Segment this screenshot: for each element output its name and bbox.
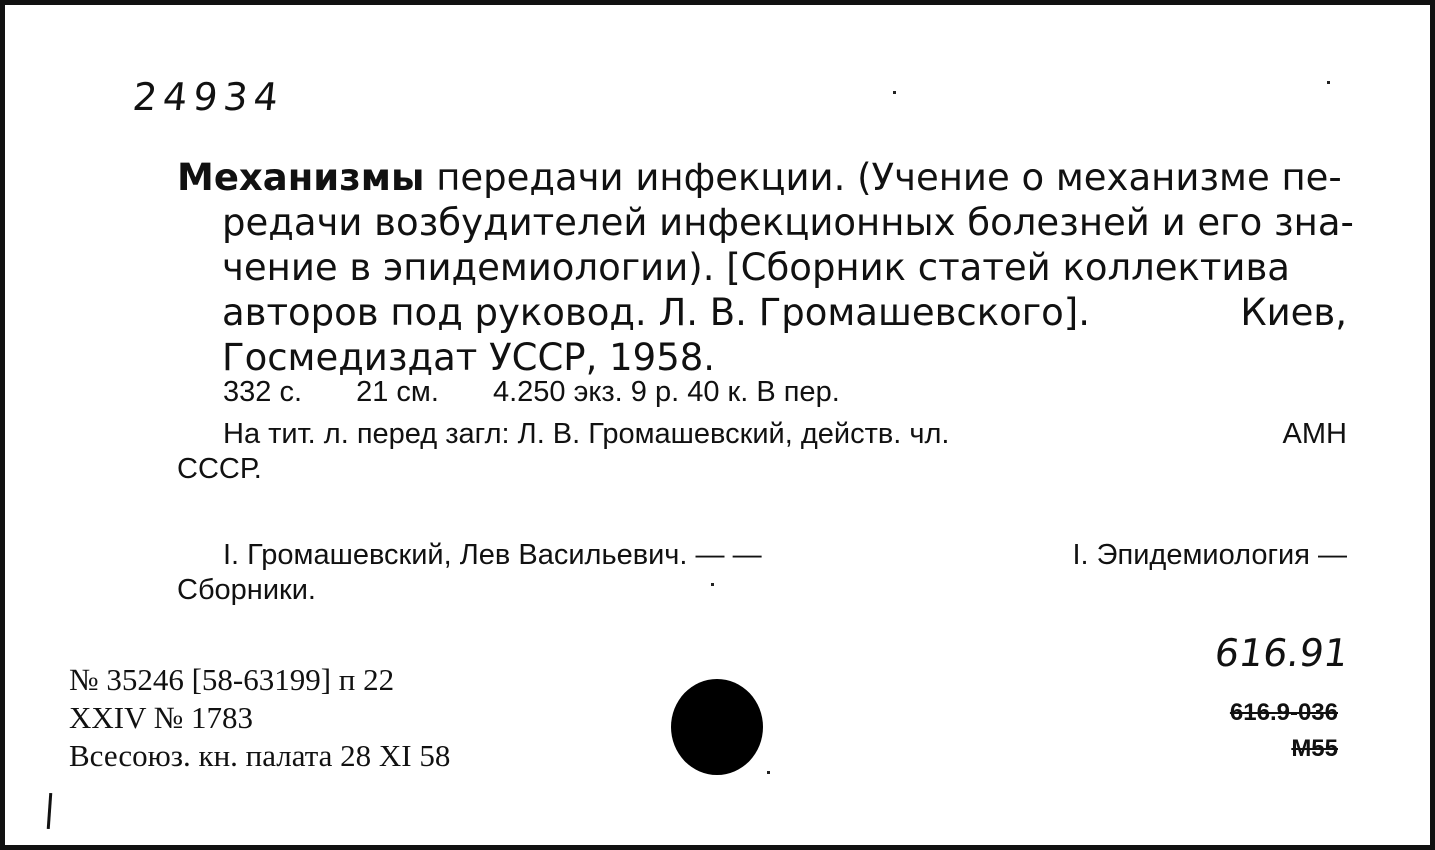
- tracing-line-1: [177, 538, 1347, 573]
- collation-pages: 332 с.: [223, 376, 302, 408]
- pencil-mark: [47, 793, 53, 829]
- note-line-1-end: АМН: [1282, 418, 1347, 450]
- title-line-4-text: авторов под руковод. Л. В. Громашевского].: [222, 291, 1091, 334]
- note-line-2: СССР.: [177, 453, 262, 485]
- title-line-1-rest: передачи инфекции. (Учение о механизме пе-: [424, 156, 1342, 199]
- author-mark: М55: [1291, 735, 1338, 762]
- registration-block: [69, 661, 450, 775]
- printed-classification: [1230, 695, 1338, 767]
- card-punch-hole: [671, 679, 763, 775]
- tracing-author: I. Громашевский, Лев Васильевич. — —: [223, 539, 762, 571]
- collation-size: 21 см.: [356, 376, 439, 408]
- handwritten-classification: 616.91: [1211, 631, 1352, 675]
- classification-code: 616.9-036: [1229, 699, 1338, 726]
- speck: [711, 583, 714, 586]
- collation-print-run: 4.250 экз. 9 р. 40 к. В пер.: [492, 376, 840, 408]
- title-line-5: Госмедиздат УССР, 1958.: [222, 336, 716, 379]
- registration-line-3: Всесоюз. кн. палата 28 XI 58: [69, 738, 451, 773]
- registration-line-2: XXIV № 1783: [69, 700, 254, 735]
- collation: [223, 375, 840, 410]
- tracing-subject: I. Эпидемиология —: [1072, 539, 1347, 571]
- title-line-2: редачи возбудителей инфекционных болезней и его зна-: [222, 201, 1354, 244]
- registration-line-1: № 35246 [58-63199] п 22: [69, 662, 395, 697]
- speck: [767, 771, 770, 774]
- title-block: [177, 155, 1354, 380]
- speck: [1327, 81, 1330, 84]
- tracing-line-2: Сборники.: [177, 574, 316, 606]
- note-line-1: [177, 417, 1347, 452]
- title-line-4: [177, 290, 1347, 335]
- tracings: [177, 538, 1347, 608]
- title-line-1: [177, 155, 1347, 200]
- speck: [893, 91, 896, 94]
- note: [177, 417, 1347, 487]
- note-line-1-text: На тит. л. перед загл: Л. В. Громашевский, действ. чл.: [223, 418, 950, 450]
- title-main-word: Механизмы: [177, 156, 425, 199]
- title-line-3: чение в эпидемиологии). [Сборник статей коллектива: [222, 246, 1290, 289]
- handwritten-accession-number: 24934: [130, 75, 287, 119]
- title-place: Киев,: [1240, 291, 1347, 334]
